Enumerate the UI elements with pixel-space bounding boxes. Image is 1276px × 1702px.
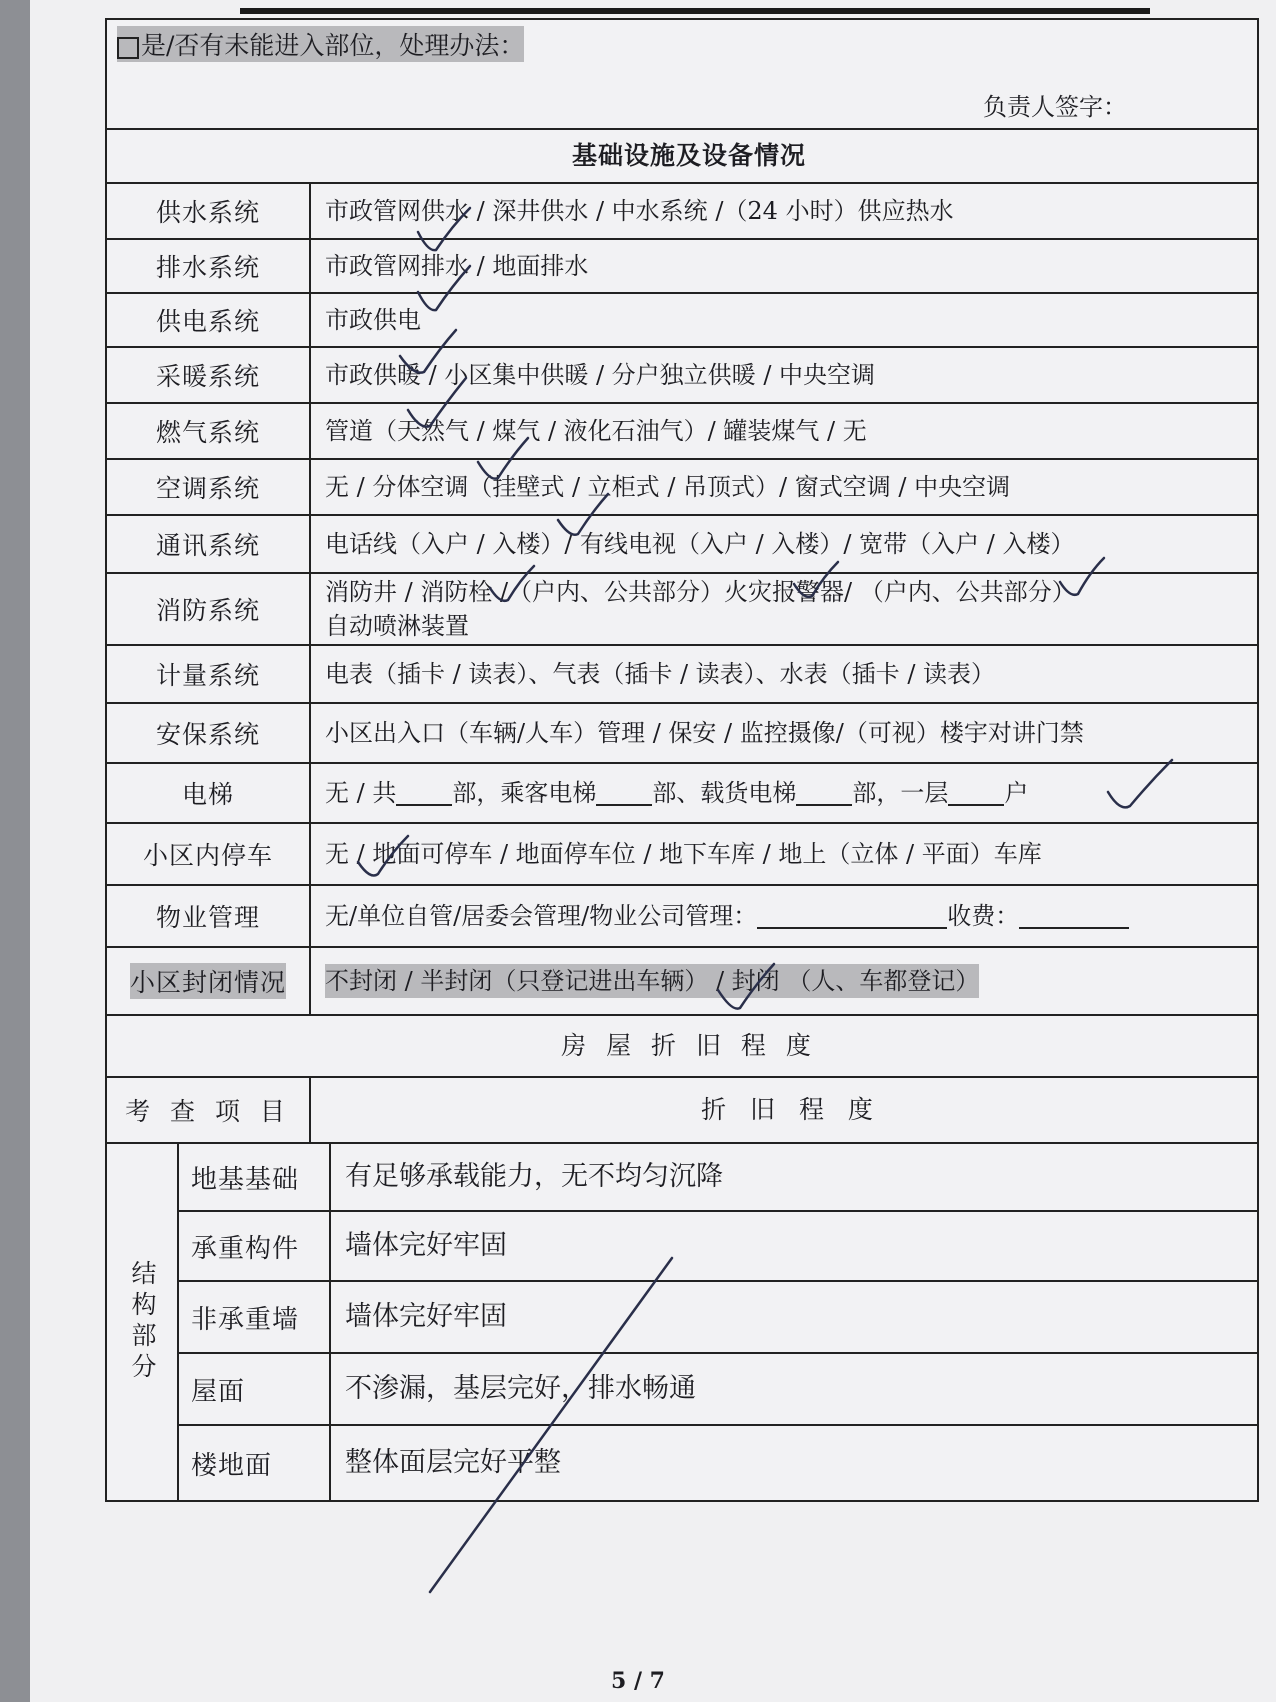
- row-options: 电表（插卡 / 读表）、气表（插卡 / 读表）、水表（插卡 / 读表）: [325, 660, 996, 688]
- infra-title-row: [107, 130, 1257, 184]
- fee-blank[interactable]: [1019, 903, 1129, 929]
- structure-section: [107, 1144, 1257, 1500]
- row-options: 市政供电: [325, 306, 421, 334]
- row-label: 安保系统: [107, 704, 311, 762]
- infra-row-security: [107, 704, 1257, 764]
- elevator-total-blank[interactable]: [396, 780, 452, 806]
- row-label: 物业管理: [107, 886, 311, 946]
- row-label: 屋面: [179, 1354, 331, 1424]
- depreciation-header-row: [107, 1078, 1257, 1144]
- access-question: [117, 26, 524, 62]
- enclosure-label: 小区封闭情况: [130, 963, 286, 999]
- fee-label: 收费：: [947, 902, 1020, 930]
- row-label: 采暖系统: [107, 348, 311, 402]
- structure-row-foundation: [179, 1144, 1257, 1212]
- row-condition: 墙体完好牢固: [345, 1301, 507, 1332]
- row-options: [311, 886, 1257, 946]
- row-label: 非承重墙: [179, 1282, 331, 1352]
- infra-row-elevator: [107, 764, 1257, 824]
- row-options: 管道（天然气 / 煤气 / 液化石油气）/ 罐装煤气 / 无: [325, 417, 867, 445]
- row-label: 电梯: [107, 764, 311, 822]
- row-options: [311, 948, 1257, 1014]
- structure-row-floor: [179, 1426, 1257, 1500]
- row-condition: 墙体完好牢固: [345, 1230, 507, 1261]
- infra-row-parking: [107, 824, 1257, 886]
- infra-row-enclosure: [107, 948, 1257, 1016]
- access-question-text: 是/否有未能进入部位，处理办法：: [141, 31, 525, 60]
- row-options: 无 / 地面可停车 / 地面停车位 / 地下车库 / 地上（立体 / 平面）车库: [325, 840, 1042, 868]
- depreciation-title: 房 屋 折 旧 程 度: [561, 1031, 817, 1060]
- infra-row-gas: [107, 404, 1257, 460]
- depreciation-title-row: [107, 1016, 1257, 1078]
- row-label: 燃气系统: [107, 404, 311, 458]
- yes-checkbox[interactable]: [117, 37, 139, 59]
- row-label: 楼地面: [179, 1426, 331, 1500]
- infra-title: 基础设施及设备情况: [571, 141, 806, 170]
- elevator-text-5: 户: [1004, 779, 1029, 807]
- row-options: 市政供暖 / 小区集中供暖 / 分户独立供暖 / 中央空调: [325, 361, 876, 389]
- row-options: 市政管网供水 / 深井供水 / 中水系统 /（24 小时）供应热水: [325, 197, 954, 225]
- row-options: 无 / 分体空调（挂壁式 / 立柜式 / 吊顶式）/ 窗式空调 / 中央空调: [325, 473, 1011, 501]
- signature-label: 负责人签字：: [983, 93, 1127, 121]
- access-question-row: [107, 20, 1257, 130]
- row-label: 通讯系统: [107, 516, 311, 572]
- elevator-text-4: 部，一层: [852, 779, 949, 807]
- structure-row-partition: [179, 1282, 1257, 1354]
- col-header-item: 考 查 项 目: [107, 1078, 311, 1142]
- row-options: 小区出入口（车辆/人车）管理 / 保安 / 监控摄像/（可视）楼宇对讲门禁: [325, 719, 1084, 747]
- elevator-text-3: 部、载货电梯: [652, 779, 797, 807]
- structure-row-roof: [179, 1354, 1257, 1426]
- infra-row-heating: [107, 348, 1257, 404]
- fire-options-line2: 自动喷淋装置: [325, 612, 469, 640]
- freight-elevator-blank[interactable]: [796, 780, 852, 806]
- fire-options-line1: 消防井 / 消防栓 /（户内、公共部分）火灾报警器/ （户内、公共部分）: [325, 578, 1076, 606]
- row-options: [311, 574, 1257, 644]
- elevator-text-2: 部，乘客电梯: [452, 779, 597, 807]
- elevator-text-1: 无 / 共: [325, 779, 397, 807]
- mgmt-options: 无/单位自管/居委会管理/物业公司管理：: [325, 902, 758, 930]
- row-label: 小区内停车: [107, 824, 311, 884]
- row-options: 电话线（入户 / 入楼）/ 有线电视（入户 / 入楼）/ 宽带（入户 / 入楼）: [325, 530, 1075, 558]
- col-header-degree: 折 旧 程 度: [701, 1095, 881, 1124]
- structure-group-label: 结构部分: [107, 1144, 179, 1500]
- mgmt-company-blank[interactable]: [757, 903, 947, 929]
- infra-row-metering: [107, 646, 1257, 704]
- row-label: 排水系统: [107, 240, 311, 292]
- infra-row-water-supply: [107, 184, 1257, 240]
- row-condition: 不渗漏，基层完好，排水畅通: [345, 1373, 696, 1404]
- row-options: 市政管网排水 / 地面排水: [325, 252, 589, 280]
- top-border-line: [240, 8, 1150, 14]
- row-label: [107, 948, 311, 1014]
- row-label: 计量系统: [107, 646, 311, 702]
- row-condition: 整体面层完好平整: [345, 1447, 561, 1478]
- row-condition: 有足够承载能力，无不均匀沉降: [345, 1161, 723, 1192]
- infra-row-fire: [107, 574, 1257, 646]
- structure-row-bearing: [179, 1212, 1257, 1282]
- structure-rows: [179, 1144, 1257, 1500]
- row-label: 供水系统: [107, 184, 311, 238]
- row-options: [311, 764, 1257, 822]
- inspection-form: [105, 18, 1259, 1502]
- infra-row-drainage: [107, 240, 1257, 294]
- units-per-floor-blank[interactable]: [948, 780, 1004, 806]
- row-label: 地基基础: [179, 1144, 331, 1210]
- row-label: 承重构件: [179, 1212, 331, 1280]
- infra-row-power: [107, 294, 1257, 348]
- infra-row-aircon: [107, 460, 1257, 516]
- enclosure-options: 不封闭 / 半封闭（只登记进出车辆） / 封闭 （人、车都登记）: [325, 964, 979, 998]
- passenger-elevator-blank[interactable]: [596, 780, 652, 806]
- row-label: 供电系统: [107, 294, 311, 346]
- infra-row-property-mgmt: [107, 886, 1257, 948]
- infra-row-telecom: [107, 516, 1257, 574]
- page-number: 5 / 7: [611, 1668, 665, 1694]
- row-label: 消防系统: [107, 574, 311, 644]
- row-label: 空调系统: [107, 460, 311, 514]
